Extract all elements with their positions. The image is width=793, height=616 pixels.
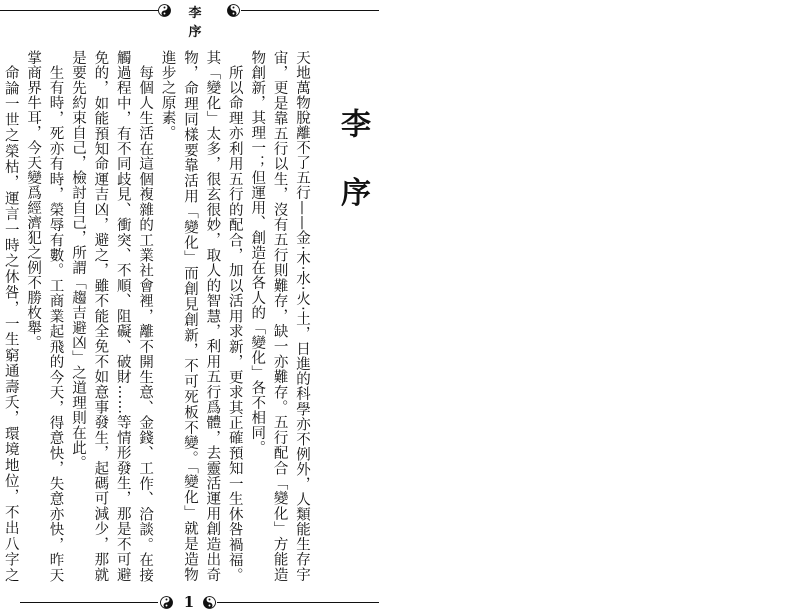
header-rule-right <box>241 10 379 11</box>
paragraph: 命論一世之榮枯，運言一時之休咎，一生窮通壽夭，環境地位，不出八字之 <box>2 64 19 582</box>
paragraph: 所以命理亦利用五行的配合，加以活用求新，更求其正確預知一生休咎禍福。其「變化」太多，很玄很妙，取人的智慧，利用五行爲體，去靈活運用創造出奇物，命理同樣要靠活用「變化」而創見創新，不可死板不變。「變化」就是造物進步之原素。 <box>159 50 243 582</box>
yin-yang-icon <box>227 4 240 17</box>
yin-yang-icon <box>203 596 216 609</box>
header-title: 李 序 <box>188 6 210 40</box>
preface-body <box>2 50 313 582</box>
paragraph: 天地萬物脫離不了五行——金‧木‧水‧火‧土，日進的科學亦不例外，人類能生存宇宙，更是靠五行以生，沒有五行則難存，缺一亦難存。五行配合「變化」方能造物創新，其理一；但運用、創造在各人的「變化」各不相同。 <box>249 50 310 582</box>
footer-rule-right <box>217 602 379 603</box>
page-number: 1 <box>183 593 195 611</box>
chapter-title: 李 序 <box>335 108 370 221</box>
yin-yang-icon <box>158 4 171 17</box>
paragraph: 生有時，死亦有時，榮辱有數。工商業起飛的今天，得意快，失意亦快，昨天掌商界牛耳，今天變爲經濟犯之例不勝枚舉。 <box>25 50 64 582</box>
paragraph: 每個人生活在這個複雜的工業社會裡，離不開生意、金錢、工作、洽談。在接觸過程中，有不同歧見、衝突、不順、阻礙、破財……等情形發生，那是不可避免的，如能預知命運吉凶，避之，雖不能全免不如意事發生，起碼可減少，那就是要先約束自己，檢討自己，所謂「趨吉避凶」之道理則在此。 <box>69 50 154 582</box>
footer-rule-left <box>20 602 158 603</box>
header-rule-left <box>0 10 158 11</box>
yin-yang-icon <box>160 596 173 609</box>
